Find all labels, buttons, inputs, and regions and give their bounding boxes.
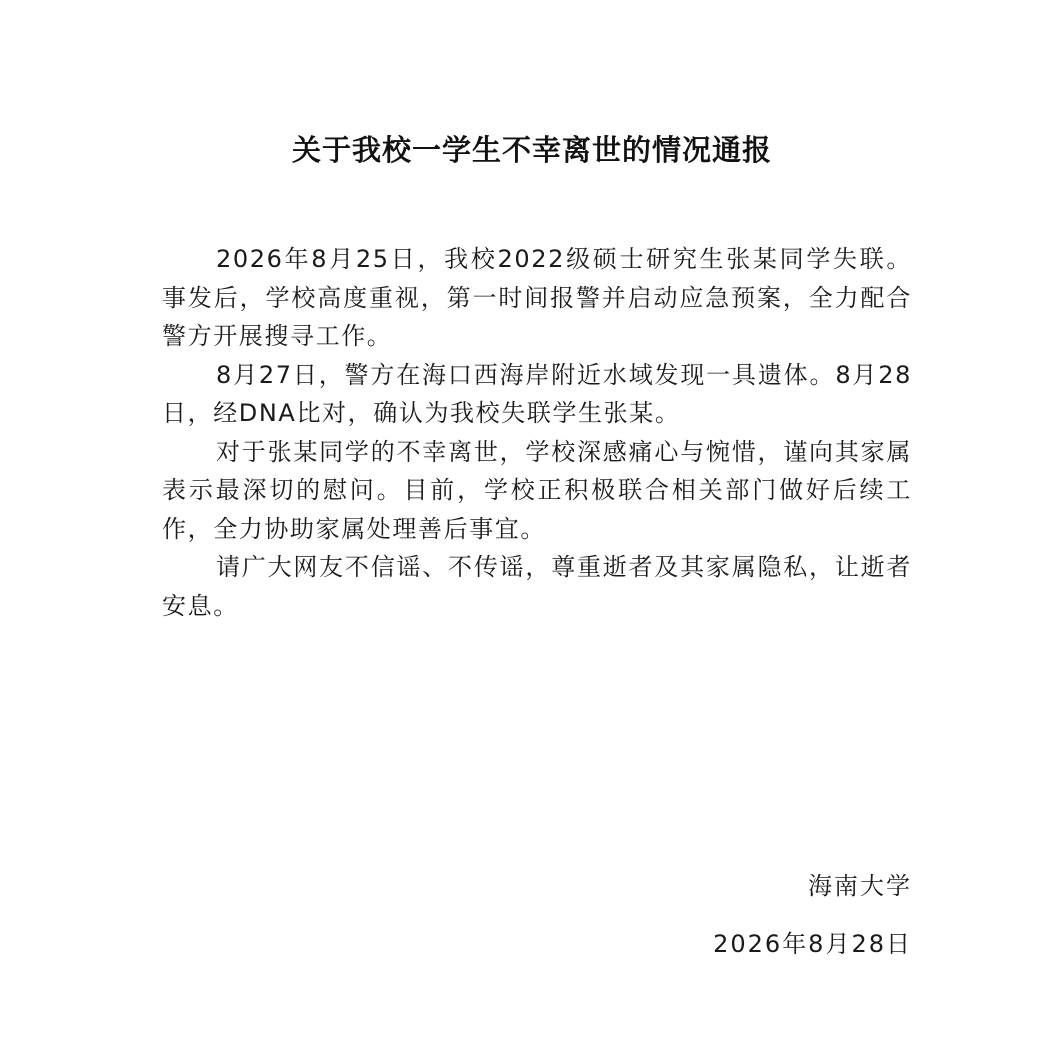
paragraph-discovery: 8月27日，警方在海口西海岸附近水域发现一具遗体。8月28日，经DNA比对，确认为我校失联学生张某。 [162, 360, 912, 427]
document-body [162, 240, 912, 625]
signature-organization: 海南大学 [808, 872, 912, 900]
document-title: 关于我校一学生不幸离世的情况通报 [291, 133, 772, 167]
signature-date: 2026年8月28日 [713, 930, 912, 958]
paragraph-condolences: 对于张某同学的不幸离世，学校深感痛心与惋惜，谨向其家属表示最深切的慰问。目前，学校正积极联合相关部门做好后续工作，全力协助家属处理善后事宜。 [162, 437, 912, 543]
paragraph-missing-report: 2026年8月25日，我校2022级硕士研究生张某同学失联。事发后，学校高度重视，第一时间报警并启动应急预案，全力配合警方开展搜寻工作。 [162, 245, 912, 350]
paragraph-appeal: 请广大网友不信谣、不传谣，尊重逝者及其家属隐私，让逝者安息。 [162, 553, 912, 620]
